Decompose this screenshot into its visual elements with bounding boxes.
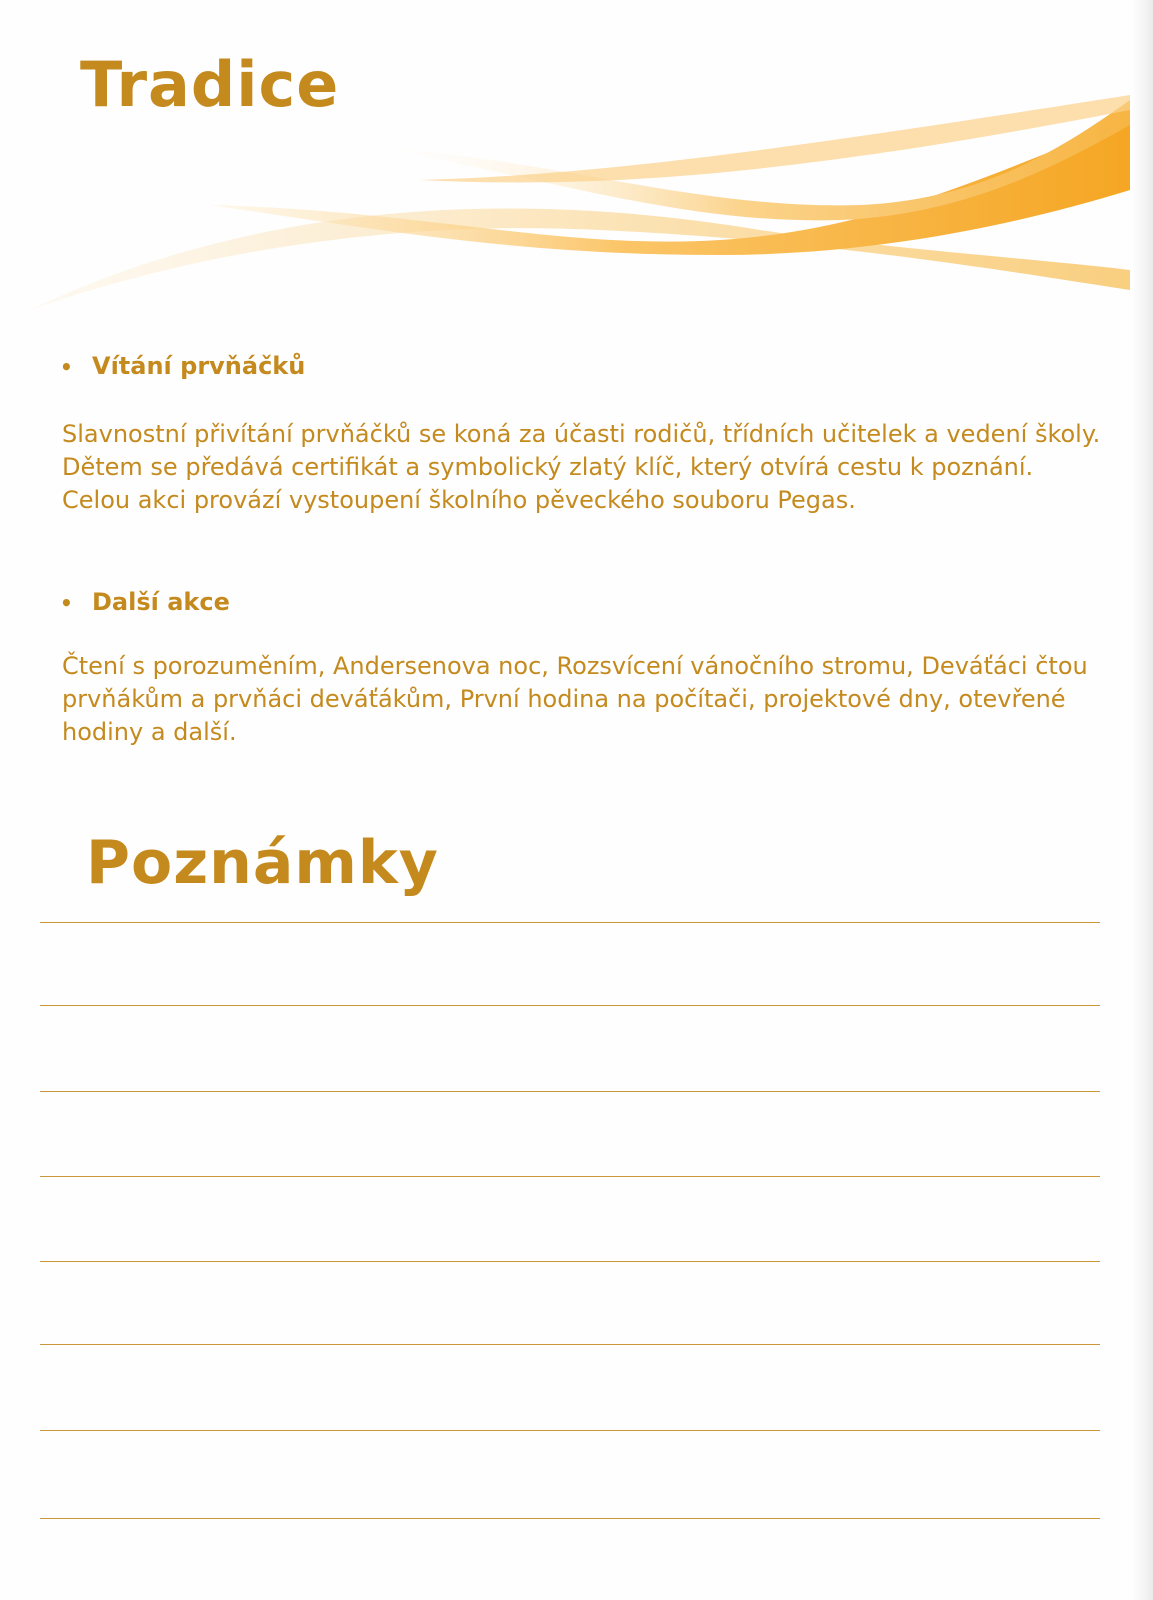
section-text-vitani: Slavnostní přivítání prvňáčků se koná za účasti rodičů, třídních učitelek a vedení školy. Dětem se předává certifikát a symbolický zlatý klíč, který otvírá cestu k poznání. Celou akci provází vystoupení školního pěveckého souboru Pegas. (62, 420, 1101, 514)
note-line (40, 922, 1100, 923)
bullet-icon: • (60, 591, 73, 615)
note-line (40, 1430, 1100, 1431)
section-text-dalsi-akce: Čtení s porozuměním, Andersenova noc, Rozsvícení vánočního stromu, Deváťáci čtou prvňákům a prvňáci deváťákům, První hodina na počítači, projektové dny, otevřené hodiny a další. (62, 652, 1088, 746)
page-title: Tradice (80, 48, 340, 121)
bullet-icon: • (60, 355, 73, 379)
note-line (40, 1176, 1100, 1177)
note-line (40, 1518, 1100, 1519)
note-line (40, 1091, 1100, 1092)
section-heading-dalsi-akce (60, 588, 230, 616)
note-line (40, 1261, 1100, 1262)
note-line (40, 1344, 1100, 1345)
note-line (40, 1005, 1100, 1006)
section-heading-label: Vítání prvňáčků (92, 352, 306, 380)
notes-title: Poznámky (86, 828, 439, 898)
section-heading-vitani (60, 352, 305, 380)
section-heading-label: Další akce (92, 588, 230, 616)
